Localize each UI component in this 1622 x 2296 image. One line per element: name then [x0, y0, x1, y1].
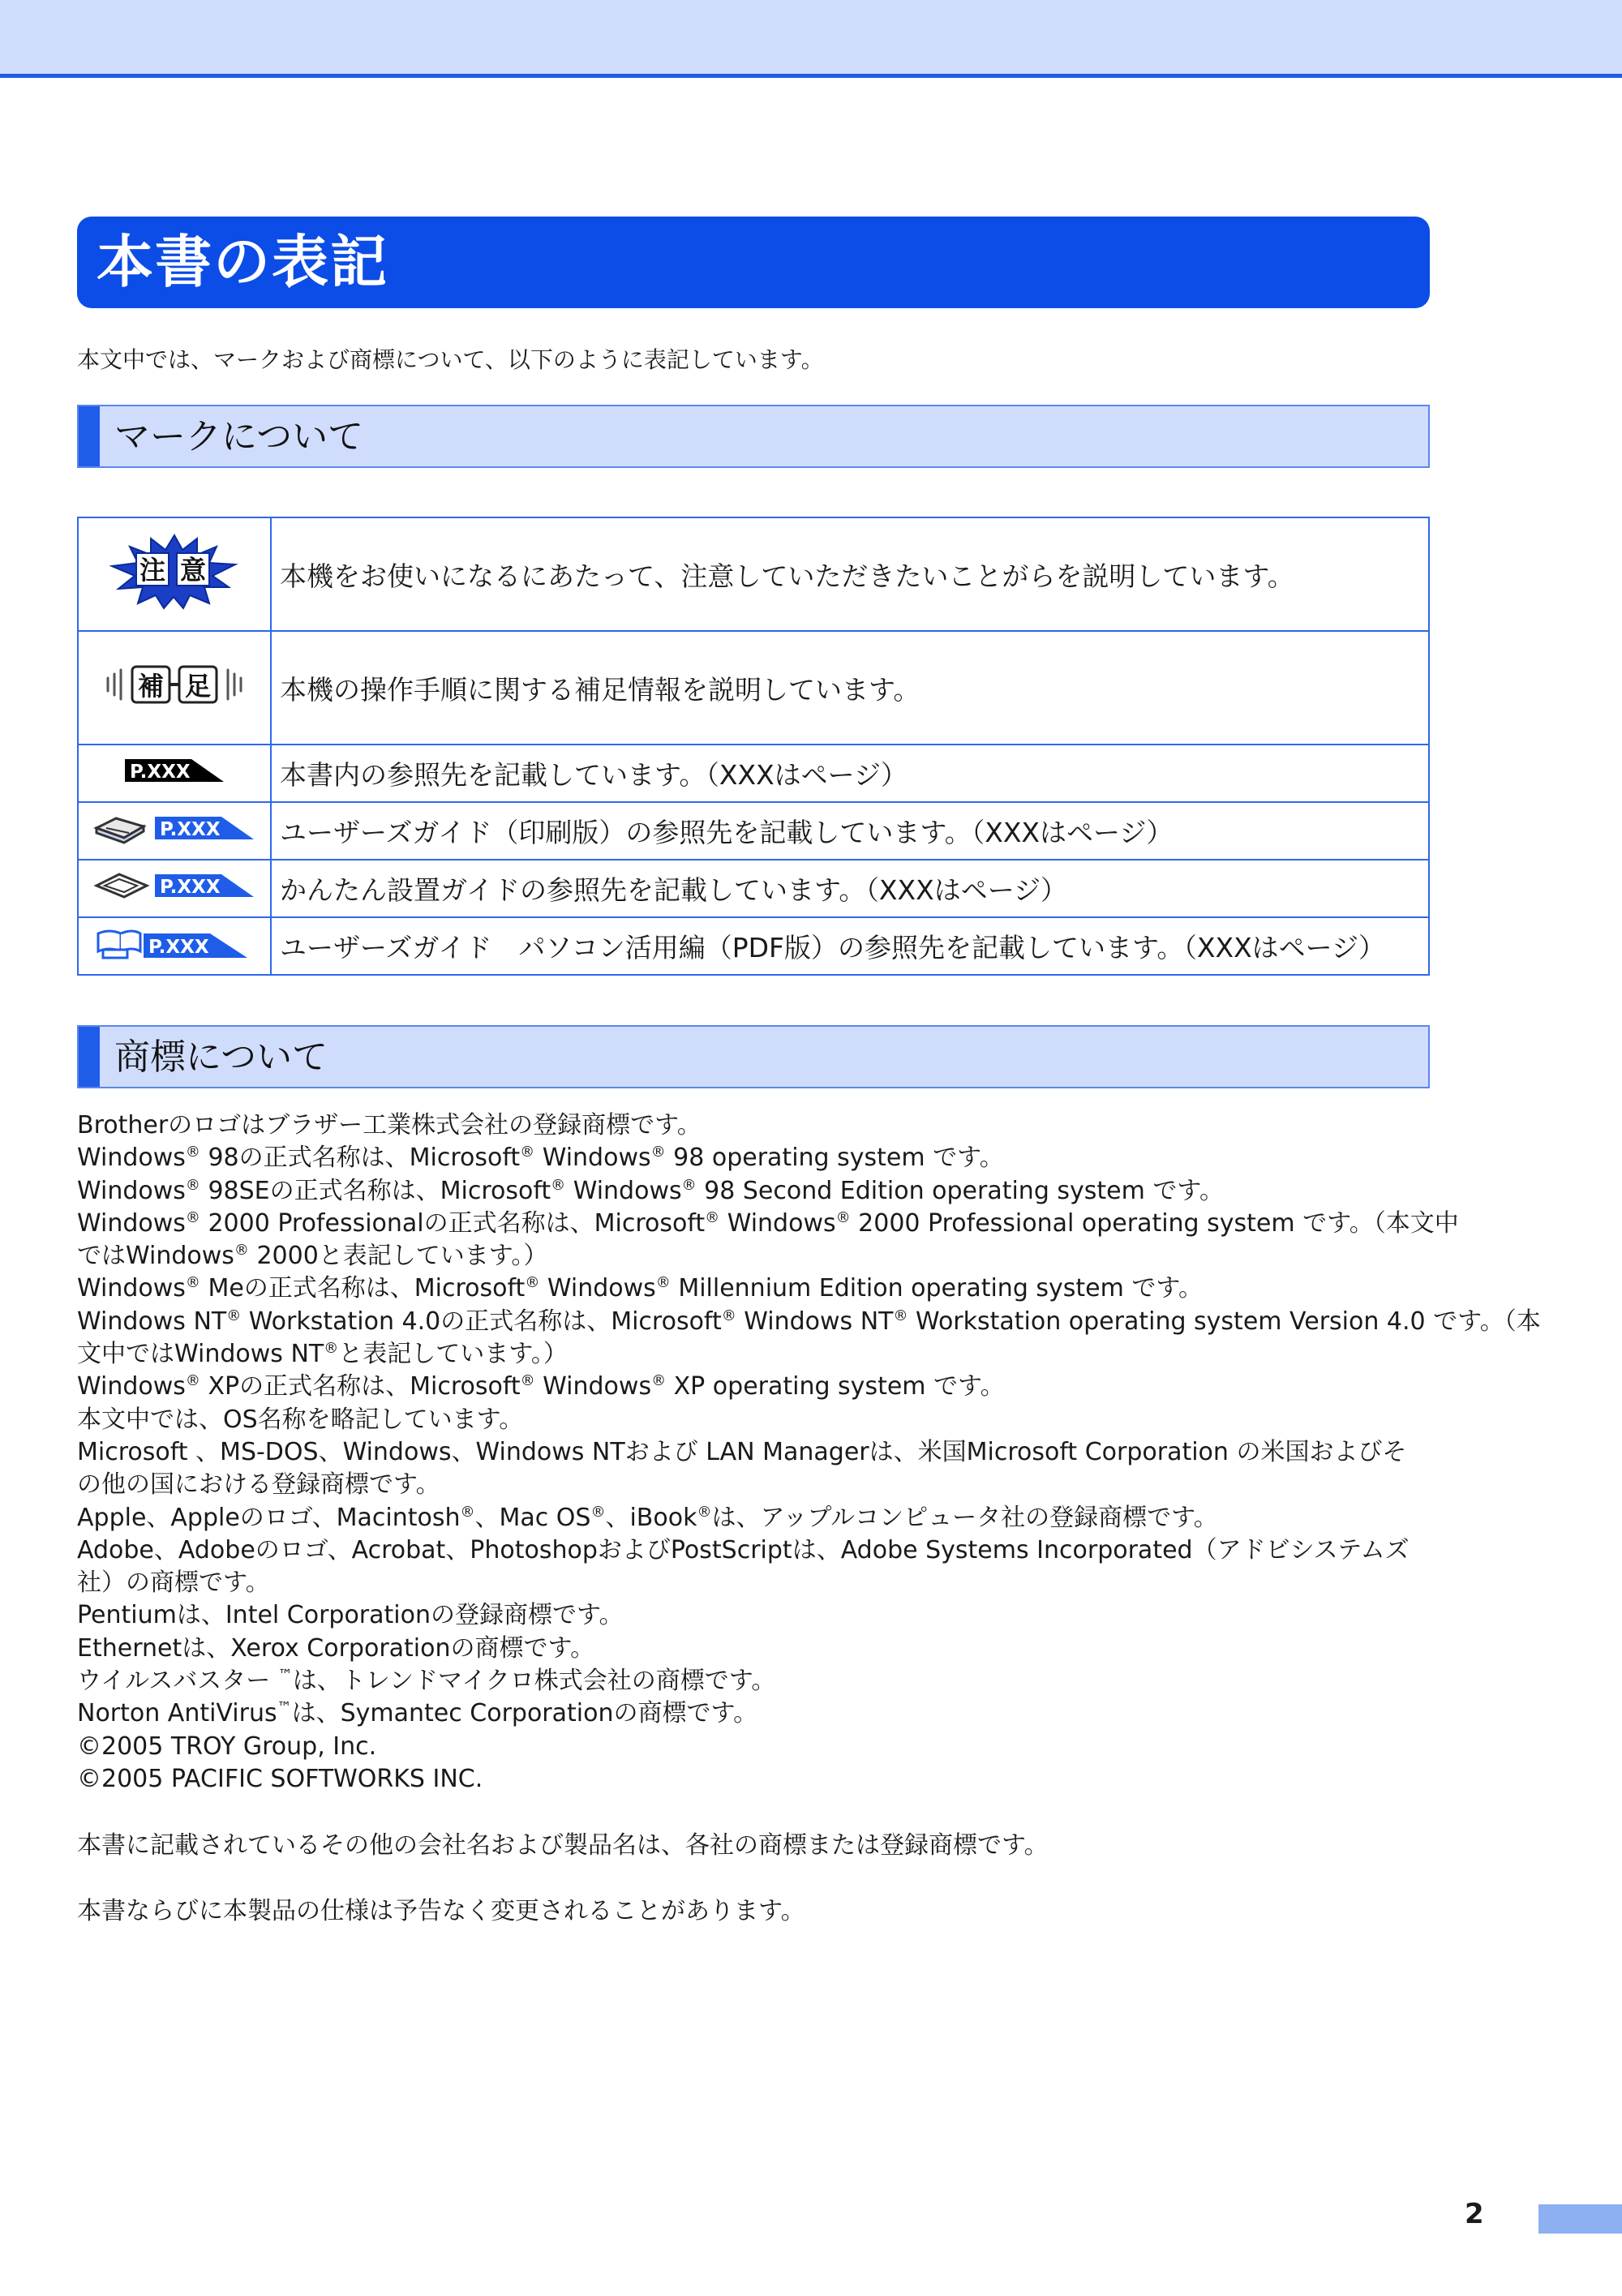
trademark-text-segment: 98 Second Edition operating system です。 [696, 1176, 1224, 1205]
trademark-symbol: ® [681, 1176, 697, 1194]
trademark-symbol: ® [226, 1307, 242, 1324]
section-accent [79, 406, 100, 466]
trademark-line [77, 1142, 1431, 1174]
mark-row [78, 860, 1429, 917]
trademark-text-segment: 、Mac OS [474, 1503, 591, 1532]
trademark-line [77, 1371, 1431, 1403]
pdf-guide-reference-label: P.XXX [148, 936, 209, 958]
trademark-line [77, 1763, 1431, 1796]
trademark-text-segment: Windows [565, 1176, 682, 1205]
trademark-symbol: ® [185, 1274, 200, 1292]
trademark-symbol: ® [185, 1372, 200, 1390]
supplement-icon-label-2: 足 [184, 671, 212, 702]
trademark-symbol: ® [460, 1503, 475, 1521]
trademark-text-segment: Windows [534, 1144, 651, 1173]
trademark-symbol: ™ [277, 1699, 292, 1717]
mark-row [78, 745, 1429, 802]
trademark-symbol: ® [721, 1307, 736, 1324]
trademark-text-segment: ウイルスバスター [77, 1667, 278, 1696]
setup-guide-reference-label: P.XXX [160, 876, 221, 898]
trademark-text-segment: 、iBook [605, 1503, 697, 1532]
trademark-text-segment: Workstation 4.0の正式名称は、Microsoft [241, 1307, 722, 1336]
trademark-text-segment: Apple、Appleのロゴ、Macintosh [77, 1503, 461, 1532]
trademark-text-segment: の他の国における登録商標です。 [77, 1470, 440, 1500]
trademark-line [77, 1599, 1431, 1632]
trademark-text-segment: Windows [539, 1274, 656, 1303]
trademark-line [77, 1534, 1431, 1567]
users-guide-reference-icon [93, 812, 255, 844]
trademark-text-segment: XP operating system です。 [666, 1372, 1005, 1401]
trademark-text-segment: Windows NT [77, 1307, 227, 1336]
mark-row [78, 917, 1429, 975]
trademark-line [77, 1665, 1431, 1697]
trademark-text-segment: Windows [534, 1372, 652, 1401]
trademark-line [77, 1208, 1459, 1240]
trademark-text-segment: Windows [77, 1144, 186, 1173]
trademark-symbol: ® [185, 1144, 200, 1161]
trademark-line [77, 1731, 1431, 1763]
page-reference-label: P.XXX [130, 761, 191, 783]
trademark-text-segment: Windows [77, 1176, 186, 1205]
trademark-text-segment: は、Symantec Corporationの商標です。 [291, 1699, 758, 1728]
trademark-line [77, 1404, 1431, 1436]
trademark-text-segment: Brotherのロゴはブラザー工業株式会社の登録商標です。 [77, 1111, 702, 1139]
users-guide-reference-label: P.XXX [160, 818, 221, 840]
supplement-icon [103, 660, 246, 709]
setup-guide-reference-icon [93, 869, 255, 902]
trademark-line [77, 1567, 1431, 1599]
trademark-symbol: ® [234, 1242, 249, 1260]
pdf-guide-reference-icon [93, 925, 255, 961]
trademark-text-segment: Windows [77, 1274, 186, 1303]
trademark-text-segment: は、アップルコンピュータ社の登録商標です。 [711, 1503, 1218, 1532]
trademark-symbol: ® [185, 1208, 200, 1226]
trademark-text-segment: XPの正式名称は、Microsoft [200, 1372, 521, 1401]
trademark-symbol: ® [324, 1340, 339, 1358]
trademark-symbol: ® [705, 1208, 720, 1226]
trademark-line [77, 1272, 1431, 1305]
trademark-text-segment: Windows NT [736, 1307, 894, 1336]
page-title: 本書の表記 [97, 229, 388, 295]
attention-icon-label-2: 意 [179, 555, 207, 586]
mark-description: 本機の操作手順に関する補足情報を説明しています。 [271, 631, 1429, 745]
trademark-line [77, 1469, 1431, 1501]
mark-description: かんたん設置ガイドの参照先を記載しています。（XXXはページ） [271, 860, 1429, 917]
trademark-line [77, 1175, 1431, 1208]
trademark-text-segment: Meの正式名称は、Microsoft [200, 1274, 526, 1303]
trademark-line [77, 1338, 1431, 1371]
trademark-text-segment: 社）の商標です。 [77, 1569, 270, 1598]
section-heading-marks [77, 405, 1430, 468]
trademark-line [77, 1240, 1431, 1272]
page-tab-marker [1538, 2204, 1622, 2234]
mark-row [78, 631, 1429, 745]
trademark-symbol: ® [525, 1274, 540, 1292]
trademark-text-segment: Adobe、Adobeのロゴ、Acrobat、PhotoshopおよびPostScriptは、Adobe Systems Incorporated（アドビシステムズ [77, 1535, 1410, 1564]
section-heading-text: 商標について [114, 1036, 328, 1078]
trademark-symbol: ® [650, 1144, 666, 1161]
trademark-text-segment: Workstation operating system Version 4.0 です。（本 [908, 1307, 1541, 1336]
trademark-text-segment: Microsoft 、MS-DOS、Windows、Windows NTおよび LAN Managerは、米国Microsoft Corporation の米国およびそ [77, 1437, 1407, 1466]
mark-row [78, 517, 1429, 631]
trademark-text-segment: 文中ではWindows NT [77, 1340, 324, 1369]
trademark-text-segment: 本文中では、OS名称を略記しています。 [77, 1405, 524, 1434]
page-title-bar [77, 217, 1430, 308]
mark-description: 本書内の参照先を記載しています。（XXXはページ） [271, 745, 1429, 802]
trademark-symbol: ® [520, 1144, 535, 1161]
trademark-text [77, 1109, 1541, 1796]
trademark-line [77, 1502, 1431, 1534]
header-band [0, 0, 1622, 74]
spec-change-note: 本書ならびに本製品の仕様は予告なく変更されることがあります。 [77, 1897, 805, 1925]
trademark-symbol: ® [590, 1503, 606, 1521]
trademark-text-segment: 98の正式名称は、Microsoft [200, 1144, 521, 1173]
trademark-symbol: ® [520, 1372, 535, 1390]
attention-icon-label-1: 注 [139, 555, 166, 586]
trademark-symbol: ® [697, 1503, 712, 1521]
trademark-text-segment: Millennium Edition operating system です。 [670, 1274, 1203, 1303]
other-trademarks-note: 本書に記載されているその他の会社名および製品名は、各社の商標または登録商標です。 [77, 1831, 1049, 1860]
mark-description: 本機をお使いになるにあたって、注意していただきたいことがらを説明しています。 [271, 517, 1429, 631]
trademark-symbol: ® [185, 1176, 200, 1194]
trademark-text-segment: 98 operating system です。 [665, 1144, 1004, 1173]
marks-table [77, 517, 1430, 976]
trademark-symbol: ® [835, 1208, 851, 1226]
section-heading-trademarks [77, 1025, 1430, 1088]
trademark-symbol: ® [551, 1176, 566, 1194]
trademark-text-segment: 98SEの正式名称は、Microsoft [200, 1176, 551, 1205]
section-heading-text: マークについて [114, 416, 364, 457]
trademark-line [77, 1633, 1431, 1665]
trademark-text-segment: Norton AntiVirus [77, 1699, 277, 1728]
trademark-text-segment: は、トレンドマイクロ株式会社の商標です。 [292, 1667, 776, 1696]
trademark-line [77, 1436, 1431, 1469]
trademark-symbol: ® [893, 1307, 908, 1324]
trademark-line [77, 1109, 1431, 1142]
trademark-text-segment: 2000 Professional operating system です。（本文中 [850, 1208, 1459, 1238]
attention-icon [105, 532, 243, 610]
trademark-text-segment: ©2005 PACIFIC SOFTWORKS INC. [77, 1764, 483, 1793]
trademark-line [77, 1306, 1541, 1338]
page-reference-icon [123, 756, 225, 785]
section-accent [79, 1027, 100, 1087]
trademark-text-segment: と表記しています。） [338, 1340, 568, 1369]
trademark-text-segment: Windows [77, 1208, 186, 1238]
trademark-text-segment: ではWindows [77, 1242, 234, 1271]
trademark-text-segment: 2000 Professionalの正式名称は、Microsoft [200, 1208, 706, 1238]
trademark-line [77, 1697, 1431, 1730]
trademark-text-segment: Ethernetは、Xerox Corporationの商標です。 [77, 1633, 595, 1663]
mark-description: ユーザーズガイド（印刷版）の参照先を記載しています。（XXXはページ） [271, 802, 1429, 860]
trademark-symbol: ™ [277, 1667, 293, 1684]
trademark-symbol: ® [655, 1274, 671, 1292]
intro-text: 本文中では、マークおよび商標について、以下のように表記しています。 [77, 346, 824, 373]
trademark-text-segment: Pentiumは、Intel Corporationの登録商標です。 [77, 1601, 624, 1630]
trademark-text-segment: Windows [719, 1208, 836, 1238]
trademark-text-segment: 2000と表記しています。） [248, 1242, 548, 1271]
header-rule [0, 74, 1622, 78]
page-number: 2 [1465, 2198, 1484, 2230]
trademark-text-segment: ©2005 TROY Group, Inc. [77, 1732, 377, 1761]
trademark-text-segment: Windows [77, 1372, 186, 1401]
mark-row [78, 802, 1429, 860]
supplement-icon-label-1: 補 [137, 671, 165, 702]
mark-description: ユーザーズガイド パソコン活用編（PDF版）の参照先を記載しています。（XXXはページ） [271, 917, 1429, 975]
trademark-symbol: ® [651, 1372, 667, 1390]
